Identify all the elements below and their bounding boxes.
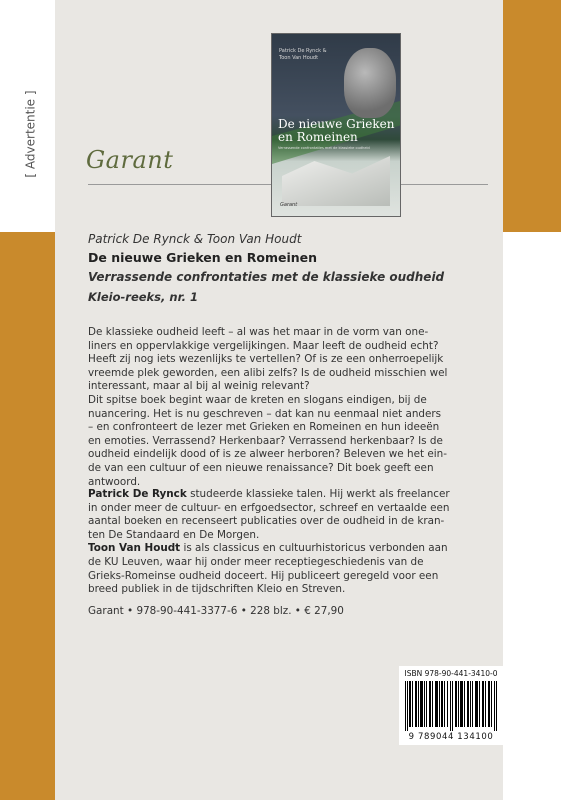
advertisement-label-text: [ Advertentie ] — [23, 90, 38, 178]
description-line: Heeft zij nog iets wezenlijks te vertellen? Of is ze een onherroepelijk — [88, 353, 444, 366]
bio-line: breed publiek in de tijdschriften Kleio en Streven. — [88, 583, 346, 596]
bio-line: de KU Leuven, waar hij onder meer receptiegeschiedenis van de — [88, 555, 424, 568]
author2-name: Toon Van Houdt — [88, 542, 181, 555]
book-cover-image — [272, 34, 400, 216]
description-line: interessant, maar al bij al weinig relevant? — [88, 380, 310, 393]
left-orange-band — [0, 232, 55, 800]
description-line: de van een cultuur of een nieuwe renaissance? Dit boek geeft een — [88, 461, 434, 474]
cover-authors: Patrick De Rynck & Toon Van Houdt — [279, 48, 327, 61]
description-line: – en confronteert de lezer met Grieken en Romeinen en hun ideeën — [88, 421, 440, 434]
bio-line: Grieks-Romeinse oudheid doceert. Hij publiceert geregeld voor een — [88, 569, 439, 582]
advertisement-label — [18, 80, 40, 195]
book-title: De nieuwe Grieken en Romeinen — [88, 250, 318, 265]
barcode-number: 9 789044 134100 — [408, 732, 494, 742]
description-line: De klassieke oudheid leeft – al was het maar in de vorm van one- — [88, 326, 429, 338]
cover-publisher: Garant — [280, 202, 298, 208]
bio-line: aantal boeken en recenseert publicaties over de oudheid in de kran- — [88, 515, 445, 528]
right-orange-band — [503, 0, 561, 232]
description-line: vreemde plek geworden, een alibi zelfs? Is de oudheid misschien wel — [88, 366, 448, 379]
description-line: antwoord. — [88, 475, 141, 488]
author1-bio-start: studeerde klassieke talen. Hij werkt als freelancer — [186, 488, 450, 500]
description-line: liners en oppervlakkige vergelijkingen. Maar leeft de oudheid echt? — [88, 339, 439, 352]
bio-line: ten De Standaard en De Morgen. — [88, 528, 260, 541]
left-margin-strip — [0, 0, 55, 800]
description-line: nuancering. Het is nu geschreven – dat kan nu eenmaal niet anders — [88, 407, 442, 420]
book-authors: Patrick De Rynck & Toon Van Houdt — [88, 232, 302, 246]
bio-line: in onder meer de cultuur- en erfgoedsector, schreef en vertaalde een — [88, 501, 450, 514]
cover-subtitle: Verrassende confrontaties met de klassieke oudheid — [278, 146, 370, 150]
bio-line — [88, 488, 493, 502]
bio-line — [88, 542, 493, 556]
description-line: Dit spitse boek begint waar de kreten en slogans eindigen, bij de — [88, 393, 427, 406]
book-subtitle: Verrassende confrontaties met de klassieke oudheid — [88, 270, 445, 284]
book-description — [88, 326, 493, 489]
book-series: Kleio-reeks, nr. 1 — [88, 290, 198, 304]
right-margin-strip — [503, 0, 561, 800]
description-line: en emoties. Verrassend? Herkenbaar? Verrassend herkenbaar? Is de — [88, 434, 443, 447]
publisher-logo: Garant — [86, 146, 174, 174]
barcode-bars — [405, 681, 497, 731]
description-line: oudheid eindelijk dood of is ze alweer herboren? Beleven we het ein- — [88, 448, 447, 461]
isbn-barcode — [399, 666, 503, 745]
cover-statue-bust — [344, 48, 396, 118]
publication-details: Garant • 978-90-441-3377-6 • 228 blz. • € 27,90 — [88, 605, 344, 617]
cover-title: De nieuwe Grieken en Romeinen — [278, 117, 395, 144]
isbn-label: ISBN 978-90-441-3410-0 — [404, 669, 498, 678]
author2-bio-start: is als classicus en cultuurhistoricus verbonden aan — [180, 542, 448, 555]
author1-name: Patrick De Rynck — [88, 488, 187, 500]
author-biographies — [88, 488, 493, 597]
